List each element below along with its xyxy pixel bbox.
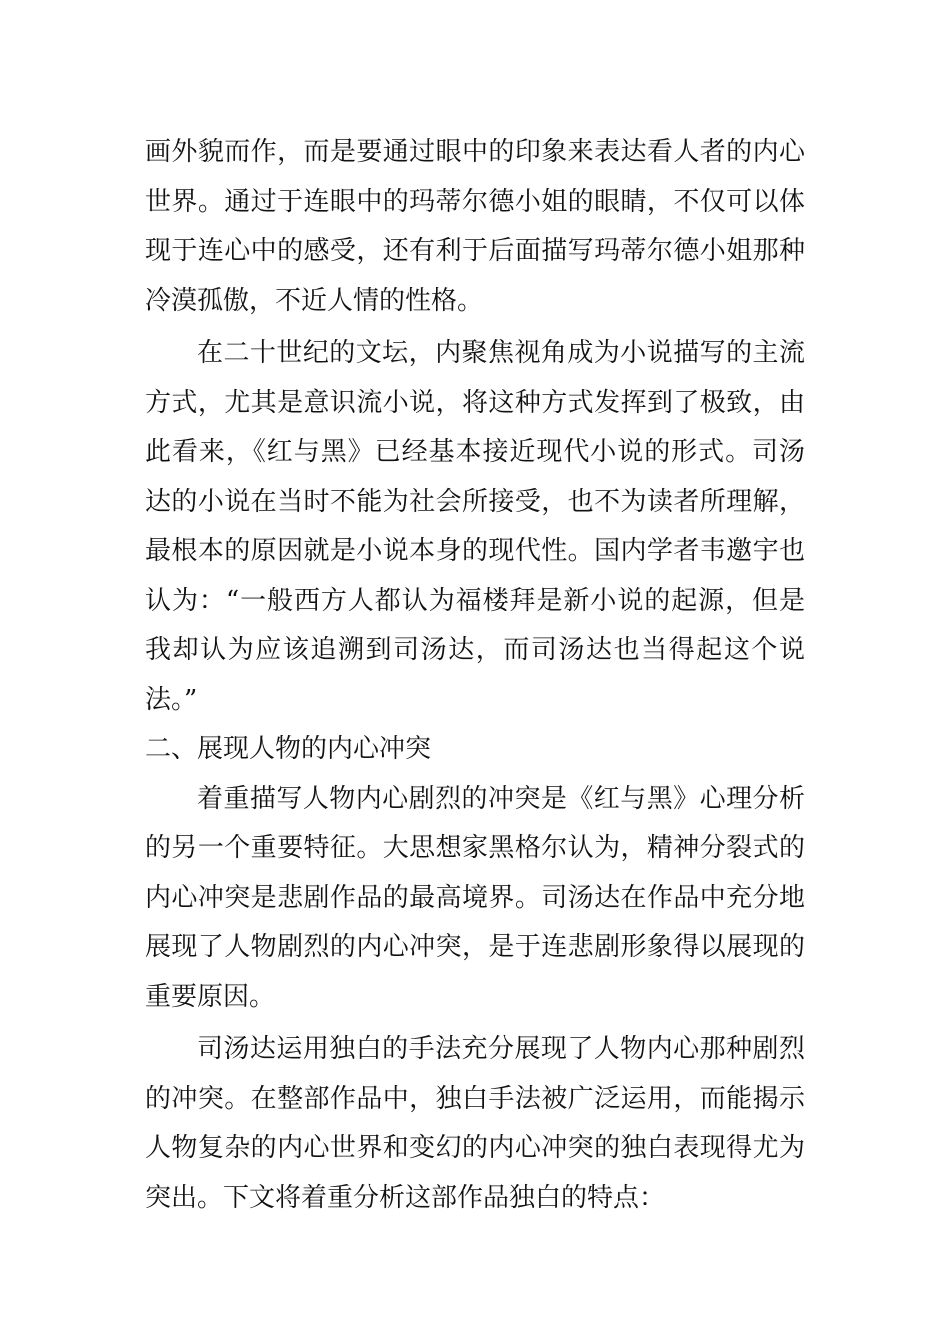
- paragraph-inner-conflict: 着重描写人物内心剧烈的冲突是《红与黑》心理分析的另一个重要特征。大思想家黑格尔认为，精神分裂式的内心冲突是悲剧作品的最高境界。司汤达在作品中充分地展现了人物剧烈的内心冲突，是于连悲剧形象得以展现的重要原因。: [145, 783, 805, 1012]
- paragraph-monologue: 司汤达运用独白的手法充分展现了人物内心那种剧烈的冲突。在整部作品中，独白手法被广泛运用，而能揭示人物复杂的内心世界和变幻的内心冲突的独白表现得尤为突出。下文将着重分析这部作品独白的特点：: [145, 1034, 805, 1213]
- paragraph-inner-focalization: 在二十世纪的文坛，内聚焦视角成为小说描写的主流方式，尤其是意识流小说，将这种方式发挥到了极致，由此看来，《红与黑》已经基本接近现代小说的形式。司汤达的小说在当时不能为社会所接受，也不为读者所理解，最根本的原因就是小说本身的现代性。国内学者韦邀宇也认为：“一般西方人都认为福楼拜是新小说的起源，但是我却认为应该追溯到司汤达，而司汤达也当得起这个说法。”: [145, 338, 805, 715]
- paragraph-continuation: 画外貌而作，而是要通过眼中的印象来表达看人者的内心世界。通过于连眼中的玛蒂尔德小姐的眼睛，不仅可以体现于连心中的感受，还有利于后面描写玛蒂尔德小姐那种冷漠孤傲，不近人情的性格。: [145, 137, 805, 316]
- document-page: [145, 128, 805, 1223]
- section-heading: 二、展现人物的内心冲突: [145, 734, 432, 764]
